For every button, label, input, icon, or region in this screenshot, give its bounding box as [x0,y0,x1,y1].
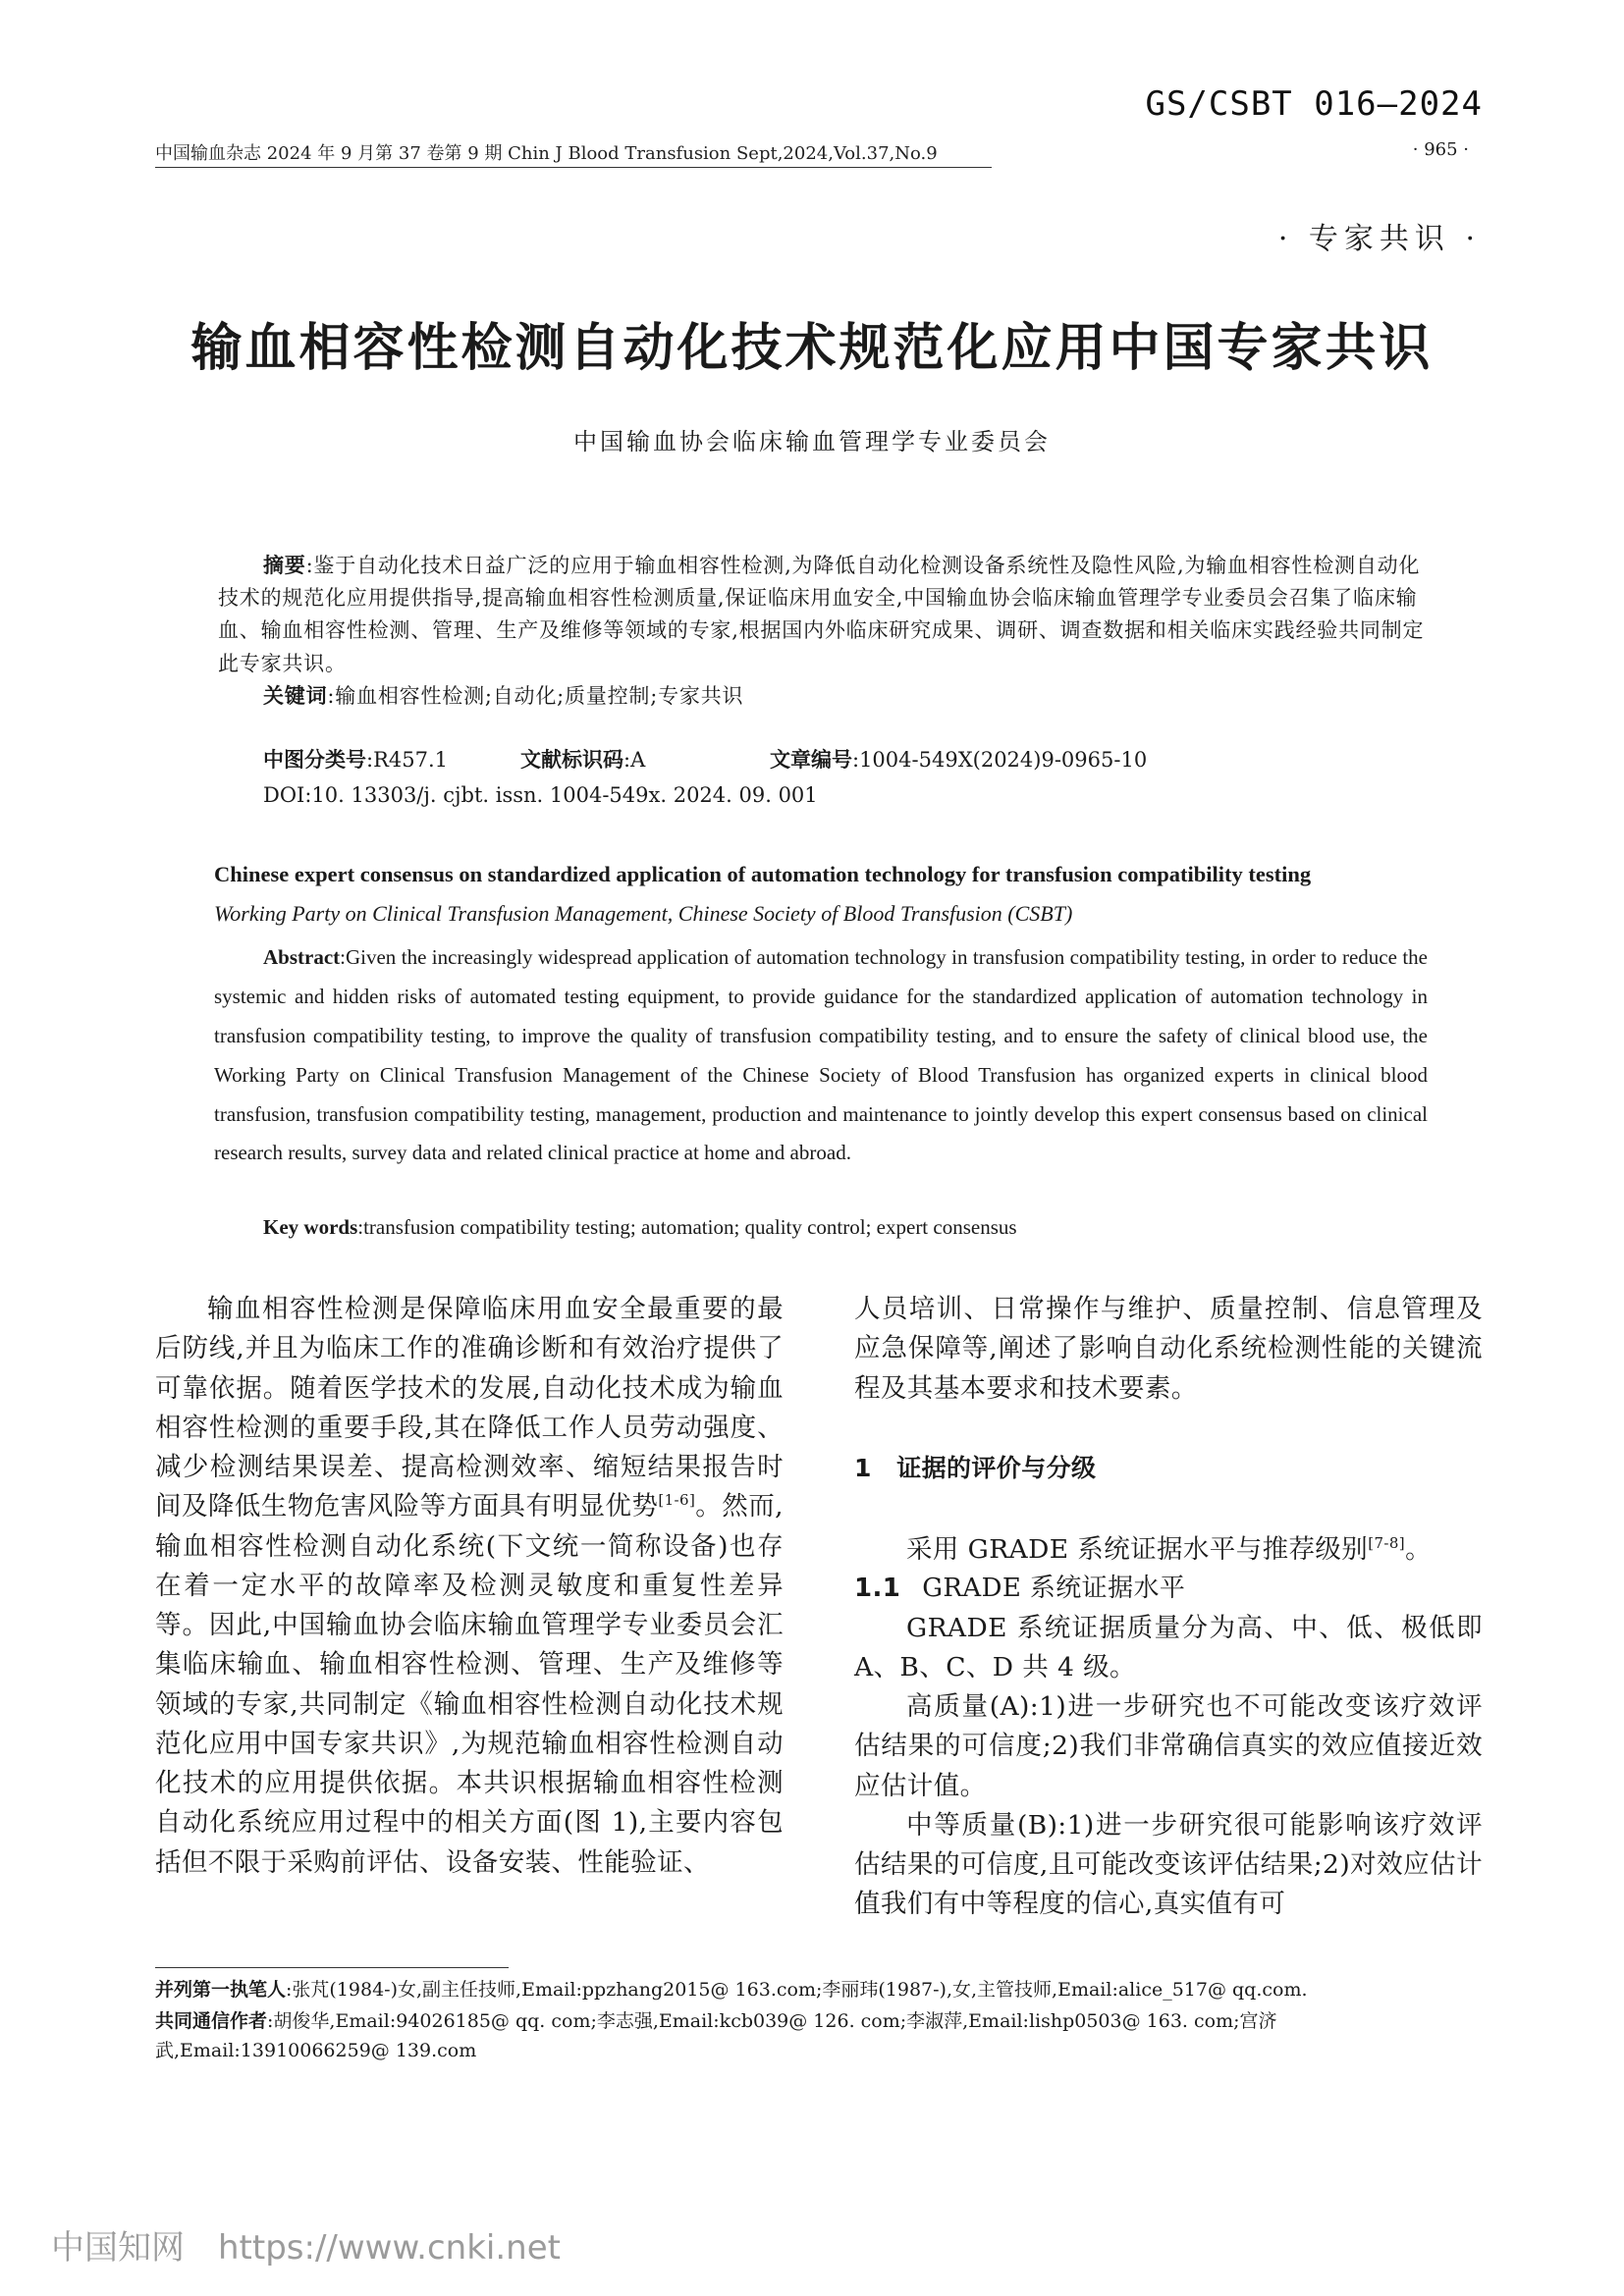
abstract-en-text: :Given the increasingly widespread application of automation technology in transfusion compatibility testing, in order to reduce the systemic and hidden risks of automated testing equipment, to provide guidance for the standardized application of automation technology in transfusion compatibility testing, to improve the quality of transfusion compatibility testing, and to ensure the safety of clinical blood use, the Working Party on Clinical Transfusion Management of the Chinese Society of Blood Transfusion has organized experts in clinical blood transfusion, transfusion compatibility testing, management, production and maintenance to jointly develop this expert consensus based on clinical research results, survey data and related clinical practice at home and abroad. [214,945,1428,1165]
article-authors: 中国输血协会临床输血管理学专业委员会 [573,428,1051,455]
clc-label: 中图分类号 [263,748,366,772]
keywords-en-label: Key words [263,1215,358,1239]
article-title: 输血相容性检测自动化技术规范化应用中国专家共识 [190,319,1434,378]
header-rule [155,167,992,168]
section-number: 1.1 [854,1574,901,1604]
first-authors-label: 并列第一执笔人 [155,1979,287,2001]
body-column-right [854,1290,1483,1925]
english-title: Chinese expert consensus on standardized application of automation technology for transfusion compatibility testing [214,862,1312,886]
grade-levels-paragraph: GRADE 系统证据质量分为高、中、低、极低即 A、B、C、D 共 4 级。 [854,1612,1483,1682]
intro-continuation: 人员培训、日常操作与维护、质量控制、信息管理及应急保障等,阐述了影响自动化系统检测性能的关键流程及其基本要求和技术要素。 [854,1294,1483,1404]
doccode-field [520,744,645,774]
clc-field [263,744,448,774]
watermark-url: https://www.cnki.net [218,2228,561,2268]
doccode-value: :A [623,748,646,772]
article-number-field [770,744,1147,774]
footnote-first-authors [155,1975,1489,2004]
doi: DOI:10. 13303/j. cjbt. issn. 1004-549x. 2024. 09. 001 [263,783,818,807]
citation: [1-6] [658,1491,696,1510]
english-authors: Working Party on Clinical Transfusion Management, Chinese Society of Blood Transfusion (CSBT) [214,901,1073,926]
body-column-left [155,1290,784,1883]
abstract-zh-paragraph [218,550,1426,680]
section-1-paragraph [854,1530,1483,1570]
abstract-zh [218,550,1426,713]
intro-text-b: 。然而,输血相容性检测自动化系统(下文统一简称设备)也存在着一定水平的故障率及检测灵敏度和重复性差异等。因此,中国输血协会临床输血管理学专业委员会汇集临床输血、输血相容性检测、管理、生产及维修等领域的专家,共同制定《输血相容性检测自动化技术规范化应用中国专家共识》,为规范输血相容性检测自动化技术的应用提供依据。本共识根据输血相容性检测自动化系统应用过程中的相关方面(图 1),主要内容包括但不限于采购前评估、设备安装、性能验证、 [155,1491,784,1878]
section-heading-1: 1 证据的评价与分级 [854,1453,1097,1482]
keywords-zh-label: 关键词 [263,683,328,708]
page-number: · 965 · [1412,139,1469,160]
intro-paragraph [155,1290,784,1883]
first-authors-text: :张芃(1984-)女,副主任技师,Email:ppzhang2015@ 163.com;李丽玮(1987-),女,主管技师,Email:alice_517@ qq.com. [286,1979,1308,2001]
keywords-en-line [263,1215,1432,1240]
clc-value: :R457.1 [366,748,449,772]
section-1-text: 采用 GRADE 系统证据水平与推荐级别 [906,1533,1369,1565]
section-title: GRADE 系统证据水平 [922,1574,1186,1604]
footnote-corresponding [155,2006,1489,2066]
doccode-label: 文献标识码 [520,748,623,772]
running-head: 中国输血杂志 2024 年 9 月第 37 卷第 9 期 Chin J Blood Transfusion Sept,2024,Vol.37,No.9 [155,143,938,164]
corresponding-text: :胡俊华,Email:94026185@ qq. com;李志强,Email:kcb039@ 126. com;李淑萍,Email:lishp0503@ 163. com;宫济武,Email:13910066259@ 139.com [155,2010,1277,2062]
keywords-zh: :输血相容性检测;自动化;质量控制;专家共识 [327,683,744,708]
abstract-zh-text: :鉴于自动化技术日益广泛的应用于输血相容性检测,为降低自动化检测设备系统性及隐性风险,为输血相容性检测自动化技术的规范化应用提供指导,提高输血相容性检测质量,保证临床用血安全,中国输血协会临床输血管理学专业委员会召集了临床输血、输血相容性检测、管理、生产及维修等领域的专家,根据国内外临床研究成果、调研、调查数据和相关临床实践经验共同制定此专家共识。 [218,554,1425,675]
keywords-en: :transfusion compatibility testing; automation; quality control; expert consensus [357,1215,1017,1239]
high-quality-paragraph: 高质量(A):1)进一步研究也不可能改变该疗效评估结果的可信度;2)我们非常确信真实的效应值接近效应估计值。 [854,1691,1483,1801]
citation: [7-8] [1368,1533,1406,1552]
footnote-rule [155,1967,509,1968]
article-number-value: :1004-549X(2024)9-0965-10 [852,748,1148,772]
section-tag: · 专家共识 · [1277,222,1481,256]
section-heading-1-1 [854,1570,1483,1609]
abstract-en [214,938,1428,1173]
section-1-text-end: 。 [1405,1533,1432,1565]
watermark-brand: 中国知网 [51,2228,185,2268]
keywords-zh-line [218,680,1426,713]
moderate-quality-paragraph: 中等质量(B):1)进一步研究很可能影响该疗效评估结果的可信度,且可能改变该评估结果;2)对效应估计值我们有中等程度的信心,真实值有可 [854,1809,1483,1920]
abstract-en-paragraph [214,938,1428,1173]
corresponding-label: 共同通信作者 [155,2010,268,2032]
standard-code: GS/CSBT 016—2024 [1145,84,1483,124]
article-number-label: 文章编号 [770,748,852,772]
abstract-en-label: Abstract [263,945,341,969]
intro-text-a: 输血相容性检测是保障临床用血安全最重要的最后防线,并且为临床工作的准确诊断和有效治疗提供了可靠依据。随着医学技术的发展,自动化技术成为输血相容性检测的重要手段,其在降低工作人员劳动强度、减少检测结果误差、提高检测效率、缩短结果报告时间及降低生物危害风险等方面具有明显优势 [155,1294,784,1522]
cnki-watermark [51,2220,561,2269]
abstract-zh-label: 摘要 [263,554,306,577]
